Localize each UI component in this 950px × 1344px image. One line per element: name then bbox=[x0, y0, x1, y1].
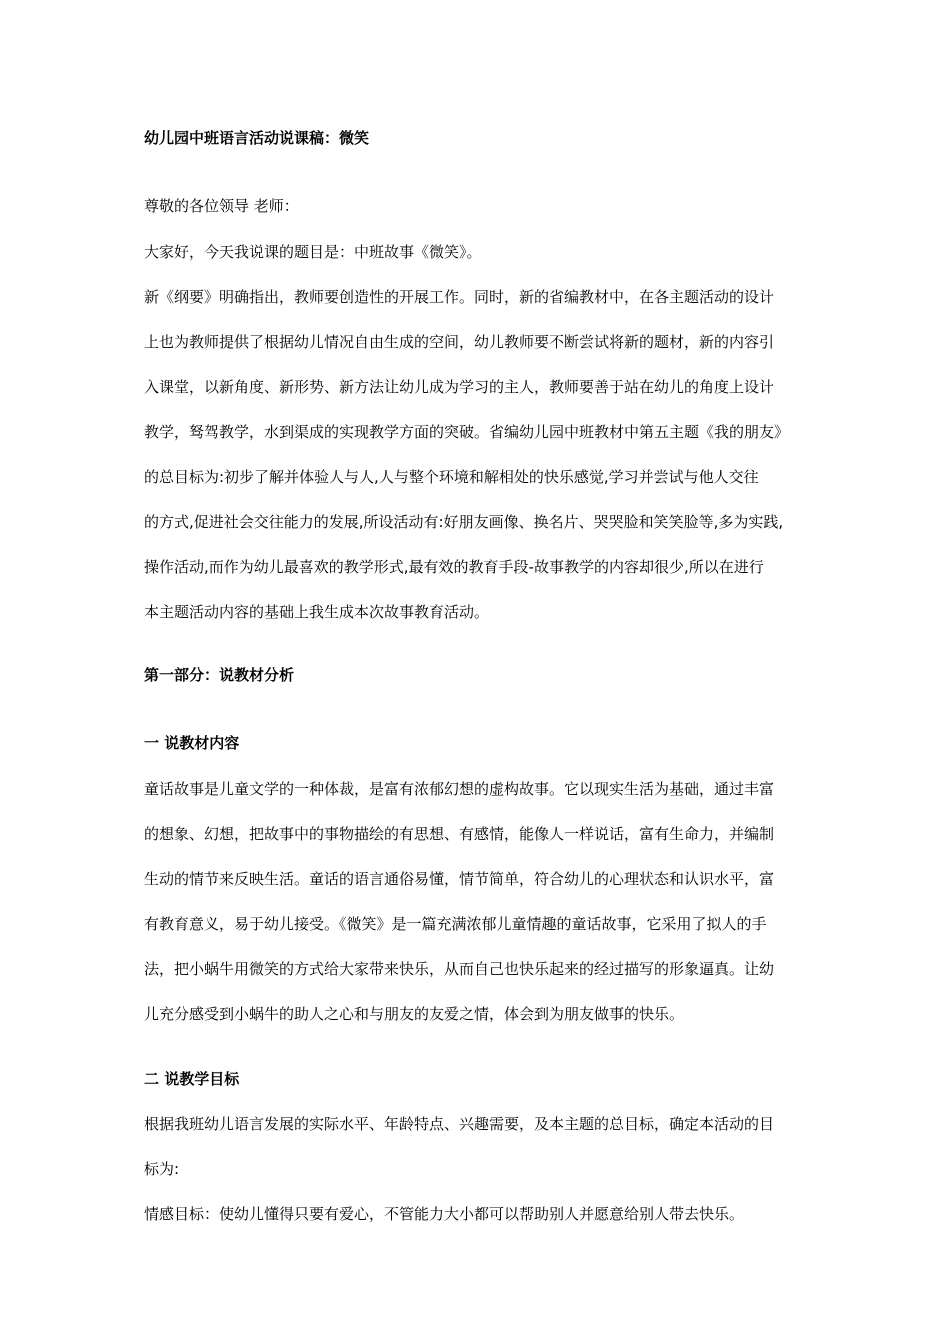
paragraph-line: 童话故事是儿童文学的一种体裁，是富有浓郁幻想的虚构故事。它以现实生活为基础，通过丰富 bbox=[144, 780, 775, 798]
paragraph-line: 本主题活动内容的基础上我生成本次故事教育活动。 bbox=[144, 603, 490, 621]
paragraph-line: 有教育意义，易于幼儿接受。《微笑》是一篇充满浓郁儿童情趣的童话故事，它采用了拟人的手 bbox=[144, 915, 767, 933]
greeting: 尊敬的各位领导 老师： bbox=[144, 197, 299, 215]
paragraph-line: 标为: bbox=[144, 1160, 180, 1178]
paragraph-line: 上也为教师提供了根据幼儿情况自由生成的空间，幼儿教师要不断尝试将新的题材，新的内容引 bbox=[144, 333, 775, 351]
paragraph-line: 教学，驽驾教学，水到渠成的实现教学方面的突破。省编幼儿园中班教材中第五主题《我的朋友》 bbox=[144, 423, 790, 441]
paragraph-line: 的总目标为:初步了解并体验人与人,人与整个环境和解相处的快乐感觉,学习并尝试与他人交往 bbox=[144, 468, 759, 486]
paragraph-line: 的想象、幻想，把故事中的事物描绘的有思想、有感情，能像人一样说话，富有生命力，并编制 bbox=[144, 825, 775, 843]
intro-line: 大家好，今天我说课的题目是：中班故事《微笑》。 bbox=[144, 243, 482, 261]
document-title: 幼儿园中班语言活动说课稿：微笑 bbox=[144, 129, 370, 147]
section-heading: 二 说教学目标 bbox=[144, 1070, 240, 1088]
emotion-goal: 情感目标：使幼儿懂得只要有爱心，不管能力大小都可以帮助别人并愿意给别人带去快乐。 bbox=[144, 1205, 745, 1223]
paragraph-line: 新《纲要》明确指出，教师要创造性的开展工作。同时，新的省编教材中，在各主题活动的设计 bbox=[144, 288, 775, 306]
section-heading: 一 说教材内容 bbox=[144, 734, 240, 752]
paragraph-line: 生动的情节来反映生活。童话的语言通俗易懂，情节简单，符合幼儿的心理状态和认识水平，富 bbox=[144, 870, 775, 888]
paragraph-line: 法，把小蜗牛用微笑的方式给大家带来快乐，从而自己也快乐起来的经过描写的形象逼真。让幼 bbox=[144, 960, 775, 978]
paragraph-line: 根据我班幼儿语言发展的实际水平、年龄特点、兴趣需要，及本主题的总目标，确定本活动的目 bbox=[144, 1115, 775, 1133]
paragraph-line: 的方式,促进社会交往能力的发展,所设活动有:好朋友画像、换名片、哭哭脸和笑笑脸等,多为实践, bbox=[144, 513, 784, 531]
paragraph-line: 操作活动,而作为幼儿最喜欢的教学形式,最有效的教育手段-故事教学的内容却很少,所以在进行 bbox=[144, 558, 764, 576]
part-heading: 第一部分：说教材分析 bbox=[144, 666, 295, 684]
paragraph-line: 儿充分感受到小蜗牛的助人之心和与朋友的友爱之情，体会到为朋友做事的快乐。 bbox=[144, 1005, 685, 1023]
paragraph-line: 入课堂，以新角度、新形势、新方法让幼儿成为学习的主人，教师要善于站在幼儿的角度上设计 bbox=[144, 378, 775, 396]
